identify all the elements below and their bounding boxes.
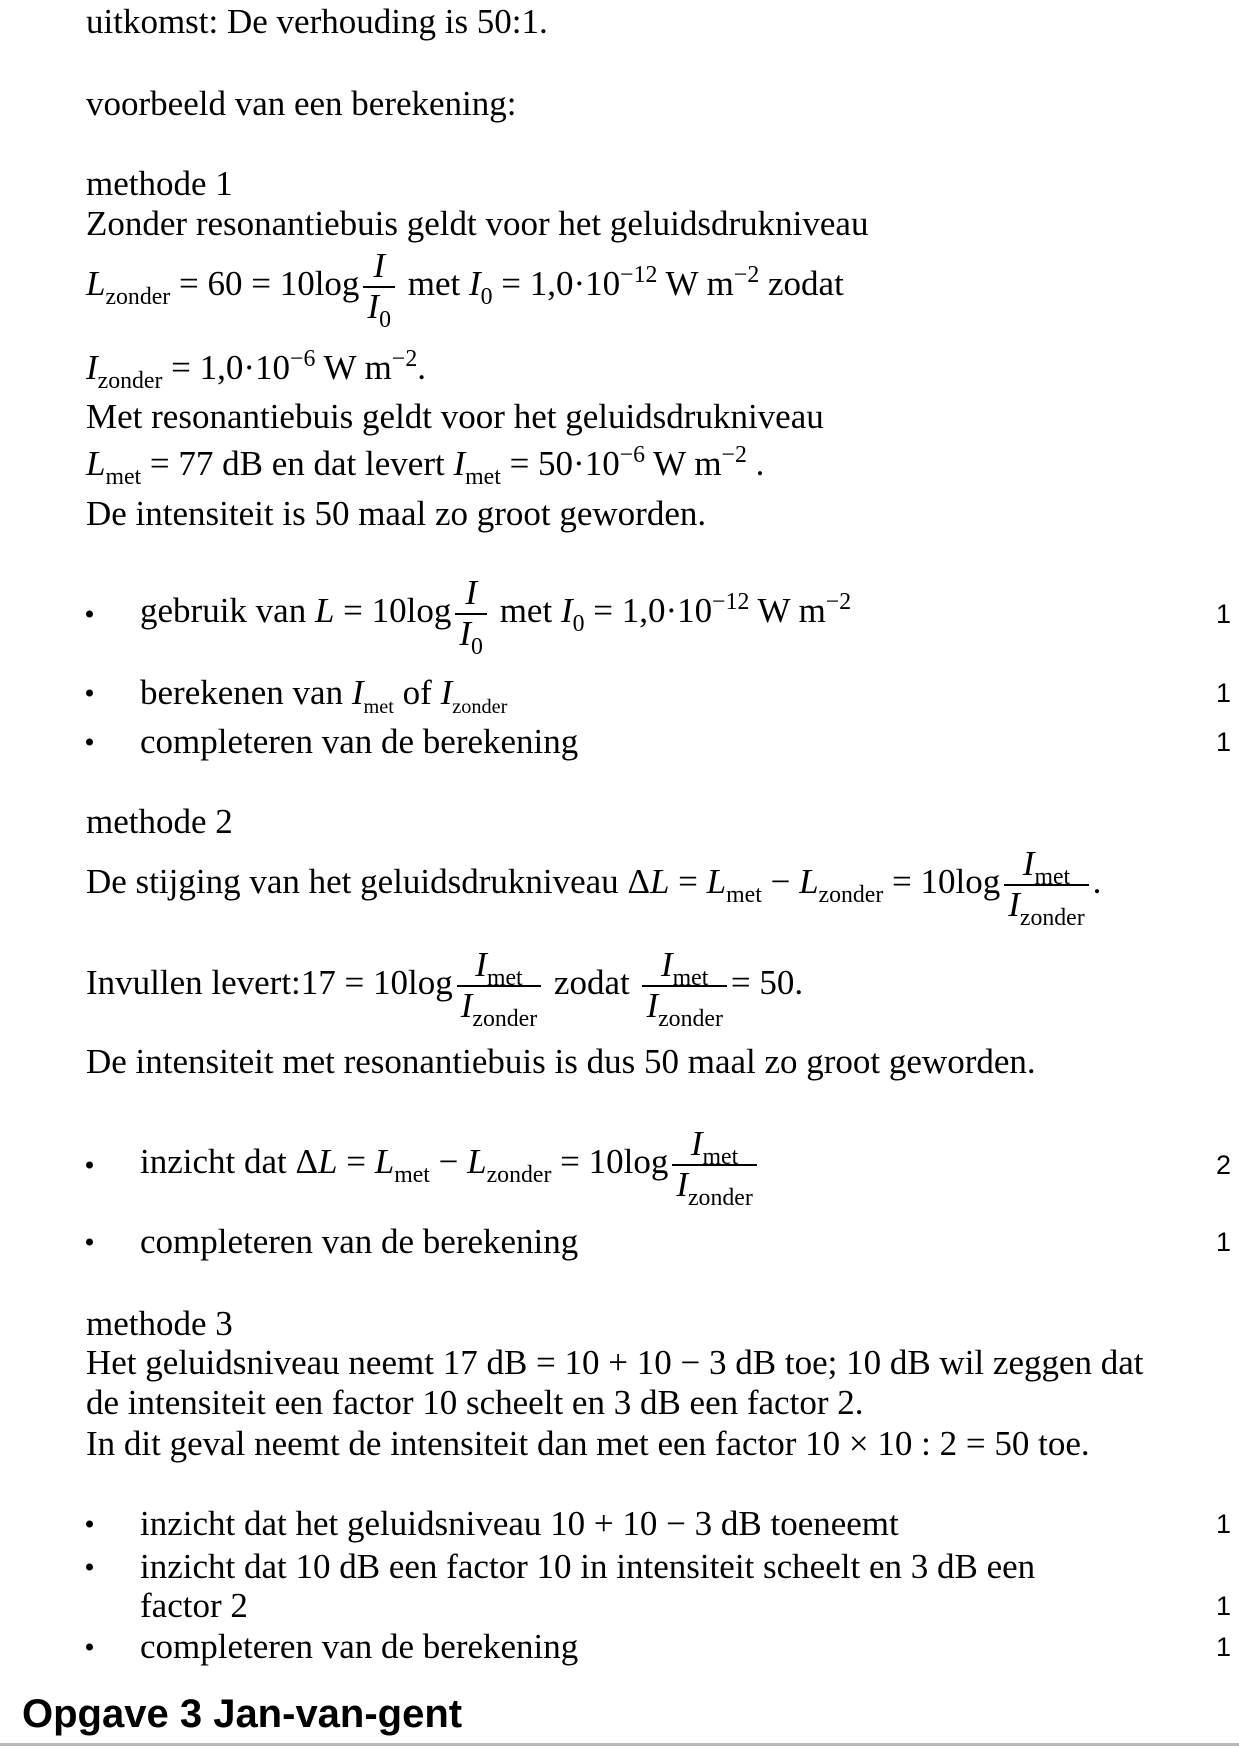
criterion-calculate-intensity bbox=[140, 673, 508, 719]
criterion-text: berekenen van bbox=[140, 673, 344, 712]
var-I: I bbox=[373, 246, 386, 285]
score-points: 1 bbox=[1215, 1227, 1231, 1257]
var-I: I bbox=[475, 945, 487, 984]
word-of: of bbox=[402, 673, 432, 712]
subscript-zonder: zonder bbox=[472, 1006, 538, 1033]
criterion-insight-factors-continued: factor 2 bbox=[140, 1586, 248, 1625]
criterion-use-formula bbox=[140, 573, 852, 661]
fraction-denominator bbox=[455, 614, 487, 661]
var-I0: I bbox=[560, 591, 573, 631]
score-points: 1 bbox=[1215, 599, 1231, 629]
var-I: I bbox=[646, 986, 659, 1025]
criterion-text: inzicht dat bbox=[140, 1142, 287, 1182]
delta-symbol: Δ bbox=[627, 862, 650, 902]
unit-exponent: −2 bbox=[391, 345, 418, 372]
method2-conclusion: De intensiteit met resonantiebuis is dus 50 maal zo groot geworden. bbox=[86, 1042, 1036, 1081]
subscript-met: met bbox=[1034, 864, 1071, 891]
method3-text-line: In dit geval neemt de intensiteit dan met een factor 10 × 10 : 2 = 50 toe. bbox=[86, 1424, 1090, 1463]
criterion-insight-level-difference bbox=[140, 1124, 761, 1212]
bullet bbox=[86, 1521, 93, 1528]
fraction bbox=[1004, 844, 1088, 932]
method1-text-without-tube: Zonder resonantiebuis geldt voor het geluidsdrukniveau bbox=[86, 204, 869, 243]
var-I: I bbox=[676, 1165, 688, 1204]
delta-symbol: Δ bbox=[295, 1142, 319, 1182]
subscript-zonder: zonder bbox=[1019, 905, 1085, 932]
var-I: I bbox=[661, 945, 673, 984]
var-I: I bbox=[459, 614, 472, 653]
var-I: I bbox=[1008, 885, 1020, 924]
equation-lhs: 17 = 10log bbox=[300, 963, 453, 1003]
section-heading: Opgave 3 Jan-van-gent bbox=[22, 1692, 463, 1736]
equation-rhs: = 60 = 10log bbox=[178, 264, 360, 304]
var-I: I bbox=[690, 1124, 703, 1163]
unit: W m bbox=[323, 348, 392, 387]
subscript-zonder: zonder bbox=[818, 882, 884, 909]
unit-exponent: −2 bbox=[721, 441, 747, 468]
bullet bbox=[86, 1162, 93, 1169]
var-I: I bbox=[440, 673, 453, 712]
criterion-text: gebruik van bbox=[140, 591, 307, 631]
criterion-insight-factors: inzicht dat 10 dB een factor 10 in intensiteit scheelt en 3 dB een bbox=[140, 1547, 1036, 1586]
subscript-zonder: zonder bbox=[97, 368, 163, 395]
subscript-0: 0 bbox=[480, 284, 493, 311]
period: . bbox=[755, 444, 765, 483]
var-I: I bbox=[465, 573, 477, 612]
subscript-0: 0 bbox=[379, 307, 391, 334]
fraction bbox=[642, 945, 726, 1033]
var-L: L bbox=[706, 862, 727, 902]
fraction-numerator bbox=[363, 248, 395, 288]
word-zodat: zodat bbox=[553, 963, 630, 1003]
exponent: −6 bbox=[619, 441, 646, 468]
score-points: 1 bbox=[1215, 1509, 1231, 1539]
unit-exponent: −2 bbox=[733, 261, 760, 288]
fraction-denominator bbox=[457, 986, 541, 1033]
fraction-denominator bbox=[363, 287, 395, 334]
unit: W m bbox=[757, 591, 826, 631]
method3-heading: methode 3 bbox=[86, 1304, 233, 1343]
var-L: L bbox=[318, 1142, 338, 1182]
minus-sign: − bbox=[438, 1142, 459, 1182]
fraction-numerator bbox=[455, 575, 487, 615]
subscript-zonder: zonder bbox=[486, 1162, 552, 1189]
var-I: I bbox=[351, 673, 364, 712]
unit: W m bbox=[665, 264, 734, 304]
fraction-numerator bbox=[672, 1124, 756, 1171]
var-L: L bbox=[799, 862, 819, 902]
result-line: uitkomst: De verhouding is 50:1. bbox=[86, 2, 548, 41]
word-met: met bbox=[499, 591, 553, 631]
method1-text-with-tube: Met resonantiebuis geldt voor het geluidsdrukniveau bbox=[86, 397, 824, 436]
minus-sign: − bbox=[770, 862, 791, 902]
var-I: I bbox=[453, 444, 466, 483]
equation-middle-text: = 77 dB en dat levert bbox=[149, 444, 445, 483]
bullet bbox=[86, 1239, 93, 1246]
period: . bbox=[1092, 862, 1102, 902]
reference-value: = 1,0·10 bbox=[501, 264, 621, 304]
var-L: L bbox=[649, 862, 670, 902]
bullet bbox=[86, 1644, 93, 1651]
criterion-insight-level-increase: inzicht dat het geluidsniveau 10 + 10 − 3 dB toeneemt bbox=[140, 1504, 899, 1543]
var-I: I bbox=[367, 287, 380, 326]
criterion-complete: completeren van de berekening bbox=[140, 1627, 579, 1666]
fraction-numerator bbox=[642, 945, 726, 992]
method1-heading: methode 1 bbox=[86, 164, 233, 203]
subscript-met: met bbox=[105, 464, 142, 491]
subscript-0: 0 bbox=[572, 611, 585, 638]
score-points: 1 bbox=[1215, 727, 1231, 757]
intensity-value: = 1,0·10 bbox=[171, 348, 291, 387]
criterion-complete: completeren van de berekening bbox=[140, 722, 579, 761]
period: . bbox=[417, 348, 426, 387]
method3-text-line: Het geluidsniveau neemt 17 dB = 10 + 10 − 3 dB toe; 10 dB wil zeggen dat bbox=[86, 1343, 1144, 1382]
bullet bbox=[86, 611, 93, 618]
subscript-zonder: zonder bbox=[658, 1006, 723, 1033]
subscript-met: met bbox=[726, 882, 762, 909]
subscript-0: 0 bbox=[471, 634, 483, 661]
var-I: I bbox=[460, 986, 473, 1025]
subscript-met: met bbox=[702, 1144, 739, 1171]
equation-rhs: = 10log bbox=[560, 1142, 669, 1182]
var-L: L bbox=[467, 1142, 487, 1182]
fraction bbox=[672, 1124, 756, 1212]
var-I: I bbox=[1022, 844, 1035, 883]
fraction-numerator bbox=[1004, 844, 1088, 891]
fraction bbox=[457, 945, 541, 1033]
equals-sign: = bbox=[678, 862, 698, 902]
exponent: −6 bbox=[290, 345, 316, 372]
method3-text-line: de intensiteit een factor 10 scheelt en 3 dB een factor 2. bbox=[86, 1383, 864, 1422]
equation-intensity-without-tube bbox=[86, 345, 426, 395]
criterion-complete: completeren van de berekening bbox=[140, 1222, 579, 1261]
bullet bbox=[86, 1564, 93, 1571]
fraction bbox=[455, 573, 487, 661]
example-intro: voorbeeld van een berekening: bbox=[86, 84, 517, 123]
word-zodat: zodat bbox=[768, 264, 844, 304]
subscript-met: met bbox=[363, 696, 394, 719]
equation-intro-text: Invullen levert: bbox=[86, 963, 301, 1003]
unit-exponent: −2 bbox=[825, 588, 852, 615]
var-L: L bbox=[86, 264, 106, 304]
score-points: 2 bbox=[1215, 1150, 1231, 1180]
fraction-denominator bbox=[672, 1165, 756, 1212]
subscript-met: met bbox=[465, 464, 501, 491]
fraction-denominator bbox=[642, 986, 726, 1033]
reference-value: = 1,0·10 bbox=[593, 591, 713, 631]
section-divider bbox=[0, 1743, 1239, 1746]
var-L: L bbox=[374, 1142, 395, 1182]
exponent: −12 bbox=[620, 261, 658, 288]
score-points: 1 bbox=[1215, 1632, 1231, 1662]
equation-with-tube bbox=[86, 441, 765, 491]
equation-level-without-tube bbox=[86, 246, 844, 334]
subscript-met: met bbox=[486, 965, 523, 992]
subscript-met: met bbox=[394, 1162, 430, 1189]
equation-intro-text: De stijging van het geluidsdrukniveau bbox=[86, 862, 619, 902]
fraction bbox=[363, 246, 395, 334]
equation-fill-in bbox=[86, 945, 804, 1033]
var-L: L bbox=[86, 444, 106, 483]
bullet bbox=[86, 690, 93, 697]
intensity-value: = 50·10 bbox=[509, 444, 620, 483]
var-I0: I bbox=[468, 264, 481, 304]
equation-result: = 50. bbox=[730, 963, 804, 1003]
var-I: I bbox=[86, 348, 98, 387]
subscript-met: met bbox=[672, 965, 709, 992]
equation-level-rise bbox=[86, 844, 1102, 932]
subscript-zonder: zonder bbox=[105, 284, 171, 311]
equals-sign: = bbox=[346, 1142, 366, 1182]
fraction-denominator bbox=[1004, 885, 1088, 932]
unit: W m bbox=[653, 444, 722, 483]
exponent: −12 bbox=[712, 588, 750, 615]
score-points: 1 bbox=[1215, 678, 1231, 708]
method2-heading: methode 2 bbox=[86, 802, 233, 841]
bullet bbox=[86, 739, 93, 746]
equation-rhs: = 10log bbox=[343, 591, 452, 631]
subscript-zonder: zonder bbox=[688, 1185, 753, 1212]
fraction-numerator bbox=[457, 945, 541, 992]
equation-rhs: = 10log bbox=[892, 862, 1001, 902]
var-L: L bbox=[314, 591, 335, 631]
method1-conclusion: De intensiteit is 50 maal zo groot geworden. bbox=[86, 494, 707, 533]
subscript-zonder: zonder bbox=[452, 696, 508, 719]
word-met: met bbox=[407, 264, 461, 304]
score-points: 1 bbox=[1215, 1591, 1231, 1621]
